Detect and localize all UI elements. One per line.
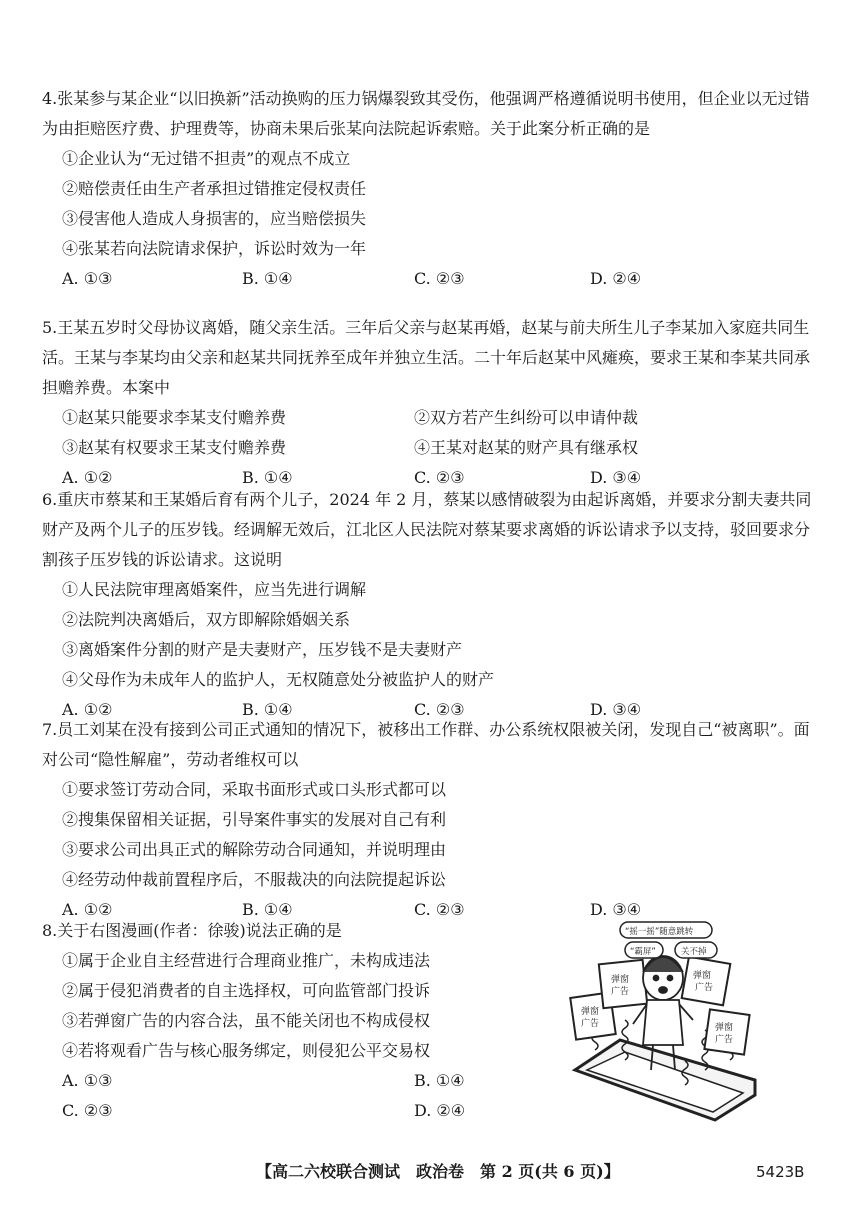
choice-b: B. ①④ bbox=[242, 269, 293, 288]
question-4 bbox=[42, 84, 822, 294]
svg-text:广告: 广告 bbox=[715, 1035, 734, 1045]
answer-choices bbox=[42, 264, 822, 294]
bubble-text-2: “霸屏” bbox=[630, 947, 656, 957]
option-row bbox=[42, 403, 822, 433]
choice-d: D. ③④ bbox=[590, 900, 642, 919]
option: ①赵某只能要求李某支付赡养费 bbox=[62, 408, 287, 427]
choice-d: D. ②④ bbox=[414, 1101, 466, 1120]
svg-text:广告: 广告 bbox=[581, 1019, 600, 1029]
exam-code: 5423B bbox=[756, 1163, 805, 1181]
question-stem: 8.关于右图漫画(作者：徐骏)说法正确的是 bbox=[42, 921, 342, 940]
footer-title: 【高二六校联合测试 政治卷 第 2 页(共 6 页)】 bbox=[256, 1162, 620, 1181]
option: ③离婚案件分割的财产是夫妻财产，压岁钱不是夫妻财产 bbox=[62, 640, 463, 659]
choice-b: B. ①④ bbox=[242, 900, 293, 919]
option: ②属于侵犯消费者的自主选择权，可向监管部门投诉 bbox=[62, 981, 431, 1000]
choice-a: A. ①③ bbox=[62, 269, 113, 288]
option: ④若将观看广告与核心服务绑定，则侵犯公平交易权 bbox=[62, 1041, 431, 1060]
question-stem: 6.重庆市蔡某和王某婚后育有两个儿子，2024 年 2 月，蔡某以感情破裂为由起诉离婚，并要求分割夫妻共同财产及两个儿子的压岁钱。经调解无效后，江北区人民法院对蔡某要求离婚的诉讼请求予以支持，驳回要求分割孩子压岁钱的诉讼请求。这说明 bbox=[42, 490, 812, 569]
choice-d: D. ②④ bbox=[590, 269, 642, 288]
option: ③若弹窗广告的内容合法，虽不能关闭也不构成侵权 bbox=[62, 1011, 431, 1030]
option: ③要求公司出具正式的解除劳动合同通知，并说明理由 bbox=[62, 840, 447, 859]
choice-c: C. ②③ bbox=[414, 269, 465, 288]
svg-text:弹窗: 弹窗 bbox=[611, 975, 630, 985]
bubble-text-3: 关不掉 bbox=[681, 947, 707, 957]
svg-text:广告: 广告 bbox=[695, 983, 714, 993]
option: ①要求签订劳动合同，采取书面形式或口头形式都可以 bbox=[62, 780, 447, 799]
answer-choices-row-1 bbox=[42, 1066, 562, 1096]
answer-choices-row-2 bbox=[42, 1096, 562, 1126]
bubble-text-1: “摇一摇”随意跳转 bbox=[625, 927, 694, 937]
choice-b: B. ①④ bbox=[242, 468, 293, 487]
question-7 bbox=[42, 715, 822, 925]
question-stem: 5.王某五岁时父母协议离婚，随父亲生活。三年后父亲与赵某再婚，赵某与前夫所生儿子李某加入家庭共同生活。王某与李某均由父亲和赵某共同抚养至成年并独立生活。二十年后赵某中风瘫痪，要求王某和李某共同承担赡养费。本案中 bbox=[42, 318, 811, 397]
choice-c: C. ②③ bbox=[414, 468, 465, 487]
svg-text:广告: 广告 bbox=[611, 987, 630, 997]
choice-a: A. ①② bbox=[62, 468, 113, 487]
question-5 bbox=[42, 313, 822, 493]
choice-d: D. ③④ bbox=[590, 700, 642, 719]
cartoon-illustration bbox=[565, 920, 761, 1130]
ad-label: 弹窗 bbox=[581, 1007, 600, 1017]
option-row bbox=[42, 433, 822, 463]
option: ②法院判决离婚后，双方即解除婚姻关系 bbox=[62, 610, 351, 629]
choice-c: C. ②③ bbox=[414, 700, 465, 719]
choice-d: D. ③④ bbox=[590, 468, 642, 487]
question-stem: 7.员工刘某在没有接到公司正式通知的情况下，被移出工作群、办公系统权限被关闭，发现自己“被离职”。面对公司“隐性解雇”，劳动者维权可以 bbox=[42, 720, 810, 769]
page-footer bbox=[0, 1160, 860, 1184]
question-stem: 4.张某参与某企业“以旧换新”活动换购的压力锅爆裂致其受伤，他强调严格遵循说明书使用，但企业以无过错为由拒赔医疗费、护理费等，协商未果后张某向法院起诉索赔。关于此案分析正确的是 bbox=[42, 89, 810, 138]
choice-a: A. ①③ bbox=[62, 1071, 113, 1090]
option: ②搜集保留相关证据，引导案件事实的发展对自己有利 bbox=[62, 810, 447, 829]
question-8 bbox=[42, 916, 562, 1126]
question-6 bbox=[42, 485, 822, 725]
option: ④张某若向法院请求保护，诉讼时效为一年 bbox=[62, 239, 367, 258]
choice-a: A. ①② bbox=[62, 700, 113, 719]
option: ④经劳动仲裁前置程序后，不服裁决的向法院提起诉讼 bbox=[62, 870, 447, 889]
option: ④父母作为未成年人的监护人，无权随意处分被监护人的财产 bbox=[62, 670, 495, 689]
option: ③赵某有权要求王某支付赡养费 bbox=[62, 438, 287, 457]
option: ③侵害他人造成人身损害的，应当赔偿损失 bbox=[62, 209, 367, 228]
choice-c: C. ②③ bbox=[62, 1101, 113, 1120]
svg-text:弹窗: 弹窗 bbox=[715, 1023, 734, 1033]
option: ①企业认为“无过错不担责”的观点不成立 bbox=[62, 149, 351, 168]
choice-b: B. ①④ bbox=[414, 1071, 465, 1090]
choice-c: C. ②③ bbox=[414, 900, 465, 919]
option: ②赔偿责任由生产者承担过错推定侵权责任 bbox=[62, 179, 367, 198]
option: ②双方若产生纠纷可以申请仲裁 bbox=[414, 408, 639, 427]
option: ①属于企业自主经营进行合理商业推广，未构成违法 bbox=[62, 951, 431, 970]
choice-b: B. ①④ bbox=[242, 700, 293, 719]
option: ④王某对赵某的财产具有继承权 bbox=[414, 438, 639, 457]
svg-text:弹窗: 弹窗 bbox=[693, 971, 712, 981]
choice-a: A. ①② bbox=[62, 900, 113, 919]
option: ①人民法院审理离婚案件，应当先进行调解 bbox=[62, 580, 367, 599]
